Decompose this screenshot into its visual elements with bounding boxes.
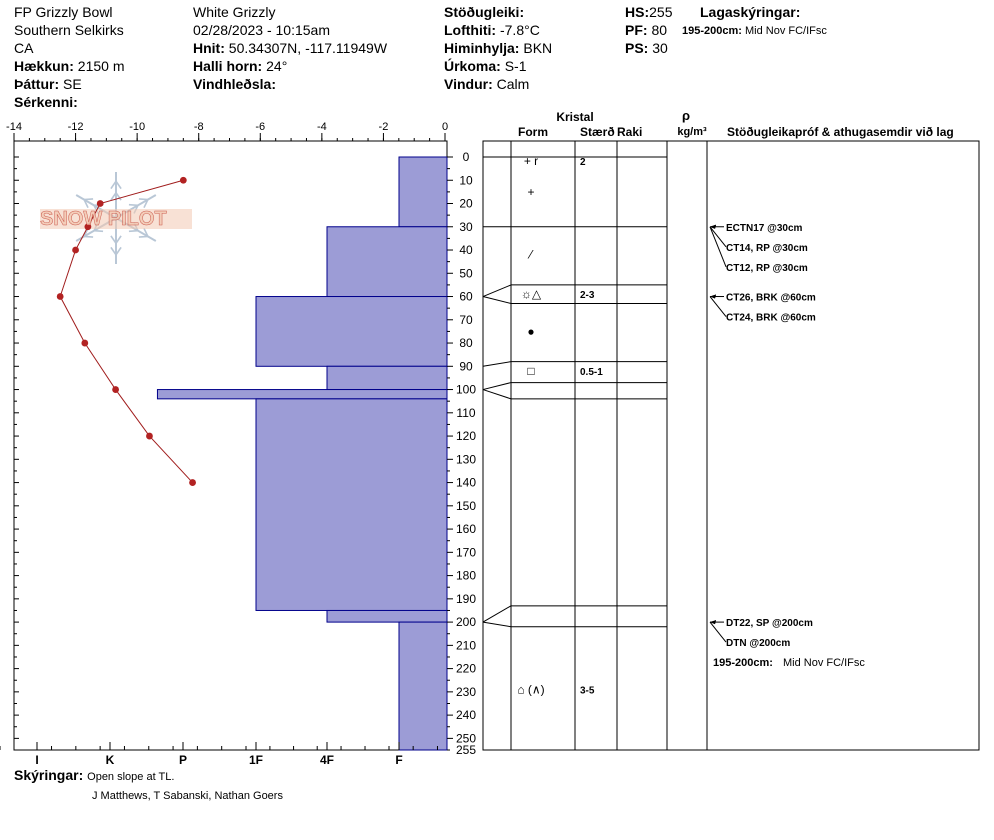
depth-label-190: 190 bbox=[455, 591, 477, 606]
depth-label-10: 10 bbox=[459, 173, 473, 188]
depth-label-50: 50 bbox=[459, 266, 473, 281]
layer-notes-title: Lagaskýringar: bbox=[700, 4, 801, 20]
hardness-tick-F: F bbox=[395, 753, 403, 767]
depth-label-250: 250 bbox=[455, 731, 477, 746]
stability-test: CT24, BRK @60cm bbox=[726, 312, 816, 324]
snowflake-branch bbox=[139, 199, 148, 200]
depth-label-120: 120 bbox=[455, 429, 477, 444]
stability-test: DTN @200cm bbox=[726, 638, 791, 650]
crystal-size: 2-3 bbox=[580, 290, 595, 302]
notes-field: Skýringar: Open slope at TL. bbox=[14, 767, 175, 783]
stability-test: CT14, RP @30cm bbox=[726, 242, 808, 254]
depth-label-170: 170 bbox=[455, 545, 477, 560]
observation-datetime: 02/28/2023 - 10:15am bbox=[193, 22, 330, 38]
test-arrow-line bbox=[710, 622, 726, 642]
layer-comment-text: Mid Nov FC/IFsc bbox=[783, 657, 865, 670]
crystal-size: 3-5 bbox=[580, 685, 595, 697]
depth-label-30: 30 bbox=[459, 219, 473, 234]
tests-header: Stöðugleikapróf & athugasemdir við lag bbox=[727, 125, 954, 139]
temp-tick-label: -4 bbox=[316, 121, 327, 133]
crystal-form: ⌂ (∧) bbox=[517, 682, 545, 697]
stability-test: CT26, BRK @60cm bbox=[726, 292, 816, 304]
temp-tick-label: -8 bbox=[193, 121, 204, 133]
depth-connector bbox=[483, 285, 511, 297]
depth-connector bbox=[483, 622, 511, 627]
depth-label-255: 255 bbox=[455, 743, 477, 757]
temperature-point-140 bbox=[189, 479, 196, 486]
snowflake-branch bbox=[84, 199, 93, 200]
depth-label-100: 100 bbox=[455, 382, 477, 397]
aspect-field: Þáttur: SE bbox=[14, 76, 82, 92]
snowflake-branch bbox=[139, 236, 148, 237]
temperature-point-60 bbox=[57, 293, 64, 300]
layer-notes-entry: 195-200cm: Mid Nov FC/IFsc bbox=[682, 25, 827, 37]
hardness-bar-1F bbox=[256, 297, 447, 367]
depth-label-90: 90 bbox=[459, 359, 473, 374]
moisture-header: Raki bbox=[617, 125, 643, 139]
snowflake-branch bbox=[129, 231, 138, 232]
stability-test: CT12, RP @30cm bbox=[726, 262, 808, 274]
depth-label-40: 40 bbox=[459, 243, 473, 258]
watermark-text: SNOW PILOT bbox=[40, 208, 167, 230]
depth-label-220: 220 bbox=[455, 661, 477, 676]
hardness-tick-1F: 1F bbox=[248, 753, 264, 767]
depth-label-180: 180 bbox=[455, 568, 477, 583]
temperature-point-20 bbox=[97, 200, 104, 207]
wind-loading-field: Vindhleðsla: bbox=[193, 76, 276, 92]
depth-label-230: 230 bbox=[455, 684, 477, 699]
hardness-tick-4F: 4F bbox=[319, 753, 335, 767]
precip-field: Úrkoma: S-1 bbox=[444, 58, 527, 74]
hardness-bars bbox=[157, 157, 447, 750]
depth-label-80: 80 bbox=[459, 336, 473, 351]
depth-label-210: 210 bbox=[455, 638, 477, 653]
slope-field: Halli horn: 24° bbox=[193, 58, 288, 74]
crystal-form: ☼△ bbox=[520, 287, 542, 302]
depth-connector bbox=[483, 383, 511, 390]
form-header: Form bbox=[518, 125, 548, 139]
depth-label-150: 150 bbox=[455, 498, 477, 513]
stability-field: Stöðugleiki: bbox=[444, 4, 525, 20]
temp-tick-label: 0 bbox=[441, 121, 449, 133]
hardness-bar-1F bbox=[256, 399, 447, 611]
depth-label-130: 130 bbox=[455, 452, 477, 467]
crystal-size: 0.5-1 bbox=[580, 366, 603, 378]
crystal-form: + bbox=[527, 184, 535, 199]
state-code: CA bbox=[14, 40, 34, 56]
stability-test: DT22, SP @200cm bbox=[726, 618, 813, 630]
mountain-range: Southern Selkirks bbox=[14, 22, 124, 38]
temperature-point-120 bbox=[146, 433, 153, 440]
depth-label-60: 60 bbox=[459, 289, 473, 304]
depth-label-70: 70 bbox=[459, 312, 473, 327]
location-name: FP Grizzly Bowl bbox=[14, 4, 113, 20]
temp-tick-label: -10 bbox=[129, 121, 146, 133]
hardness-bar-4F bbox=[327, 610, 447, 622]
elevation-field: Hækkun: 2150 m bbox=[14, 58, 125, 74]
crystal-form: ● bbox=[527, 324, 535, 339]
layer-table bbox=[483, 141, 979, 750]
rho-header: ρ bbox=[681, 108, 691, 123]
depth-connector bbox=[483, 297, 511, 304]
hardness-tick-I: I bbox=[35, 753, 39, 767]
hardness-bar-F bbox=[399, 157, 447, 227]
temperature-point-40 bbox=[72, 247, 79, 254]
depth-connector bbox=[483, 362, 511, 367]
depth-connector bbox=[483, 606, 511, 622]
stability-test: ECTN17 @30cm bbox=[726, 222, 803, 234]
crystal-header: Kristal bbox=[556, 110, 594, 124]
depth-label-140: 140 bbox=[455, 475, 477, 490]
observer-name: White Grizzly bbox=[193, 4, 276, 20]
features-field: Sérkenni: bbox=[14, 94, 78, 110]
snowflake-branch bbox=[129, 205, 138, 206]
temp-tick-label: -6 bbox=[255, 121, 266, 133]
crystal-form: ⁄ bbox=[529, 247, 533, 262]
ps-field: PS: 30 bbox=[625, 40, 668, 56]
hardness-tick-P: P bbox=[178, 753, 188, 767]
hs-field: HS:255 bbox=[625, 4, 673, 20]
observer-list: J Matthews, T Sabanski, Nathan Goers bbox=[92, 790, 283, 802]
crystal-form: + r bbox=[523, 154, 539, 168]
snowflake-branch bbox=[84, 236, 93, 237]
snowflake-branch bbox=[94, 231, 103, 232]
pf-field: PF: 80 bbox=[625, 22, 668, 38]
temperature-point-10 bbox=[180, 177, 187, 184]
coords-field: Hnit: 50.34307N, -117.11949W bbox=[193, 40, 388, 56]
crystal-size: 2 bbox=[580, 157, 586, 168]
hardness-bar-K-P bbox=[157, 390, 447, 399]
temp-tick-label: -12 bbox=[67, 121, 84, 133]
sky-field: Himinhylja: BKN bbox=[444, 40, 553, 56]
test-arrow-line bbox=[710, 227, 726, 247]
depth-label-20: 20 bbox=[459, 196, 473, 211]
hardness-bar-4F bbox=[327, 366, 447, 389]
temp-tick-label: -2 bbox=[378, 121, 389, 133]
temp-tick-label: -14 bbox=[6, 121, 22, 133]
hardness-tick-K: K bbox=[105, 753, 115, 767]
test-arrow-line bbox=[710, 297, 726, 317]
depth-label-160: 160 bbox=[455, 522, 477, 537]
depth-label-110: 110 bbox=[456, 405, 476, 420]
depth-label-0: 0 bbox=[462, 150, 470, 164]
wind-field: Vindur: Calm bbox=[444, 76, 530, 92]
depth-label-200: 200 bbox=[455, 615, 477, 630]
test-arrow-line bbox=[710, 227, 726, 267]
air-temp-field: Lofthiti: -7.8°C bbox=[444, 22, 540, 38]
temperature-point-80 bbox=[81, 340, 88, 347]
layer-comment-label: 195-200cm: bbox=[713, 657, 773, 670]
hardness-bar-F bbox=[399, 622, 447, 750]
size-header: Stærð bbox=[580, 125, 615, 139]
depth-label-240: 240 bbox=[455, 708, 477, 723]
temperature-point-100 bbox=[112, 386, 119, 393]
depth-connector bbox=[483, 390, 511, 399]
crystal-form: □ bbox=[527, 363, 535, 378]
density-unit-header: kg/m³ bbox=[677, 126, 707, 138]
hardness-bar-4F bbox=[327, 227, 447, 297]
